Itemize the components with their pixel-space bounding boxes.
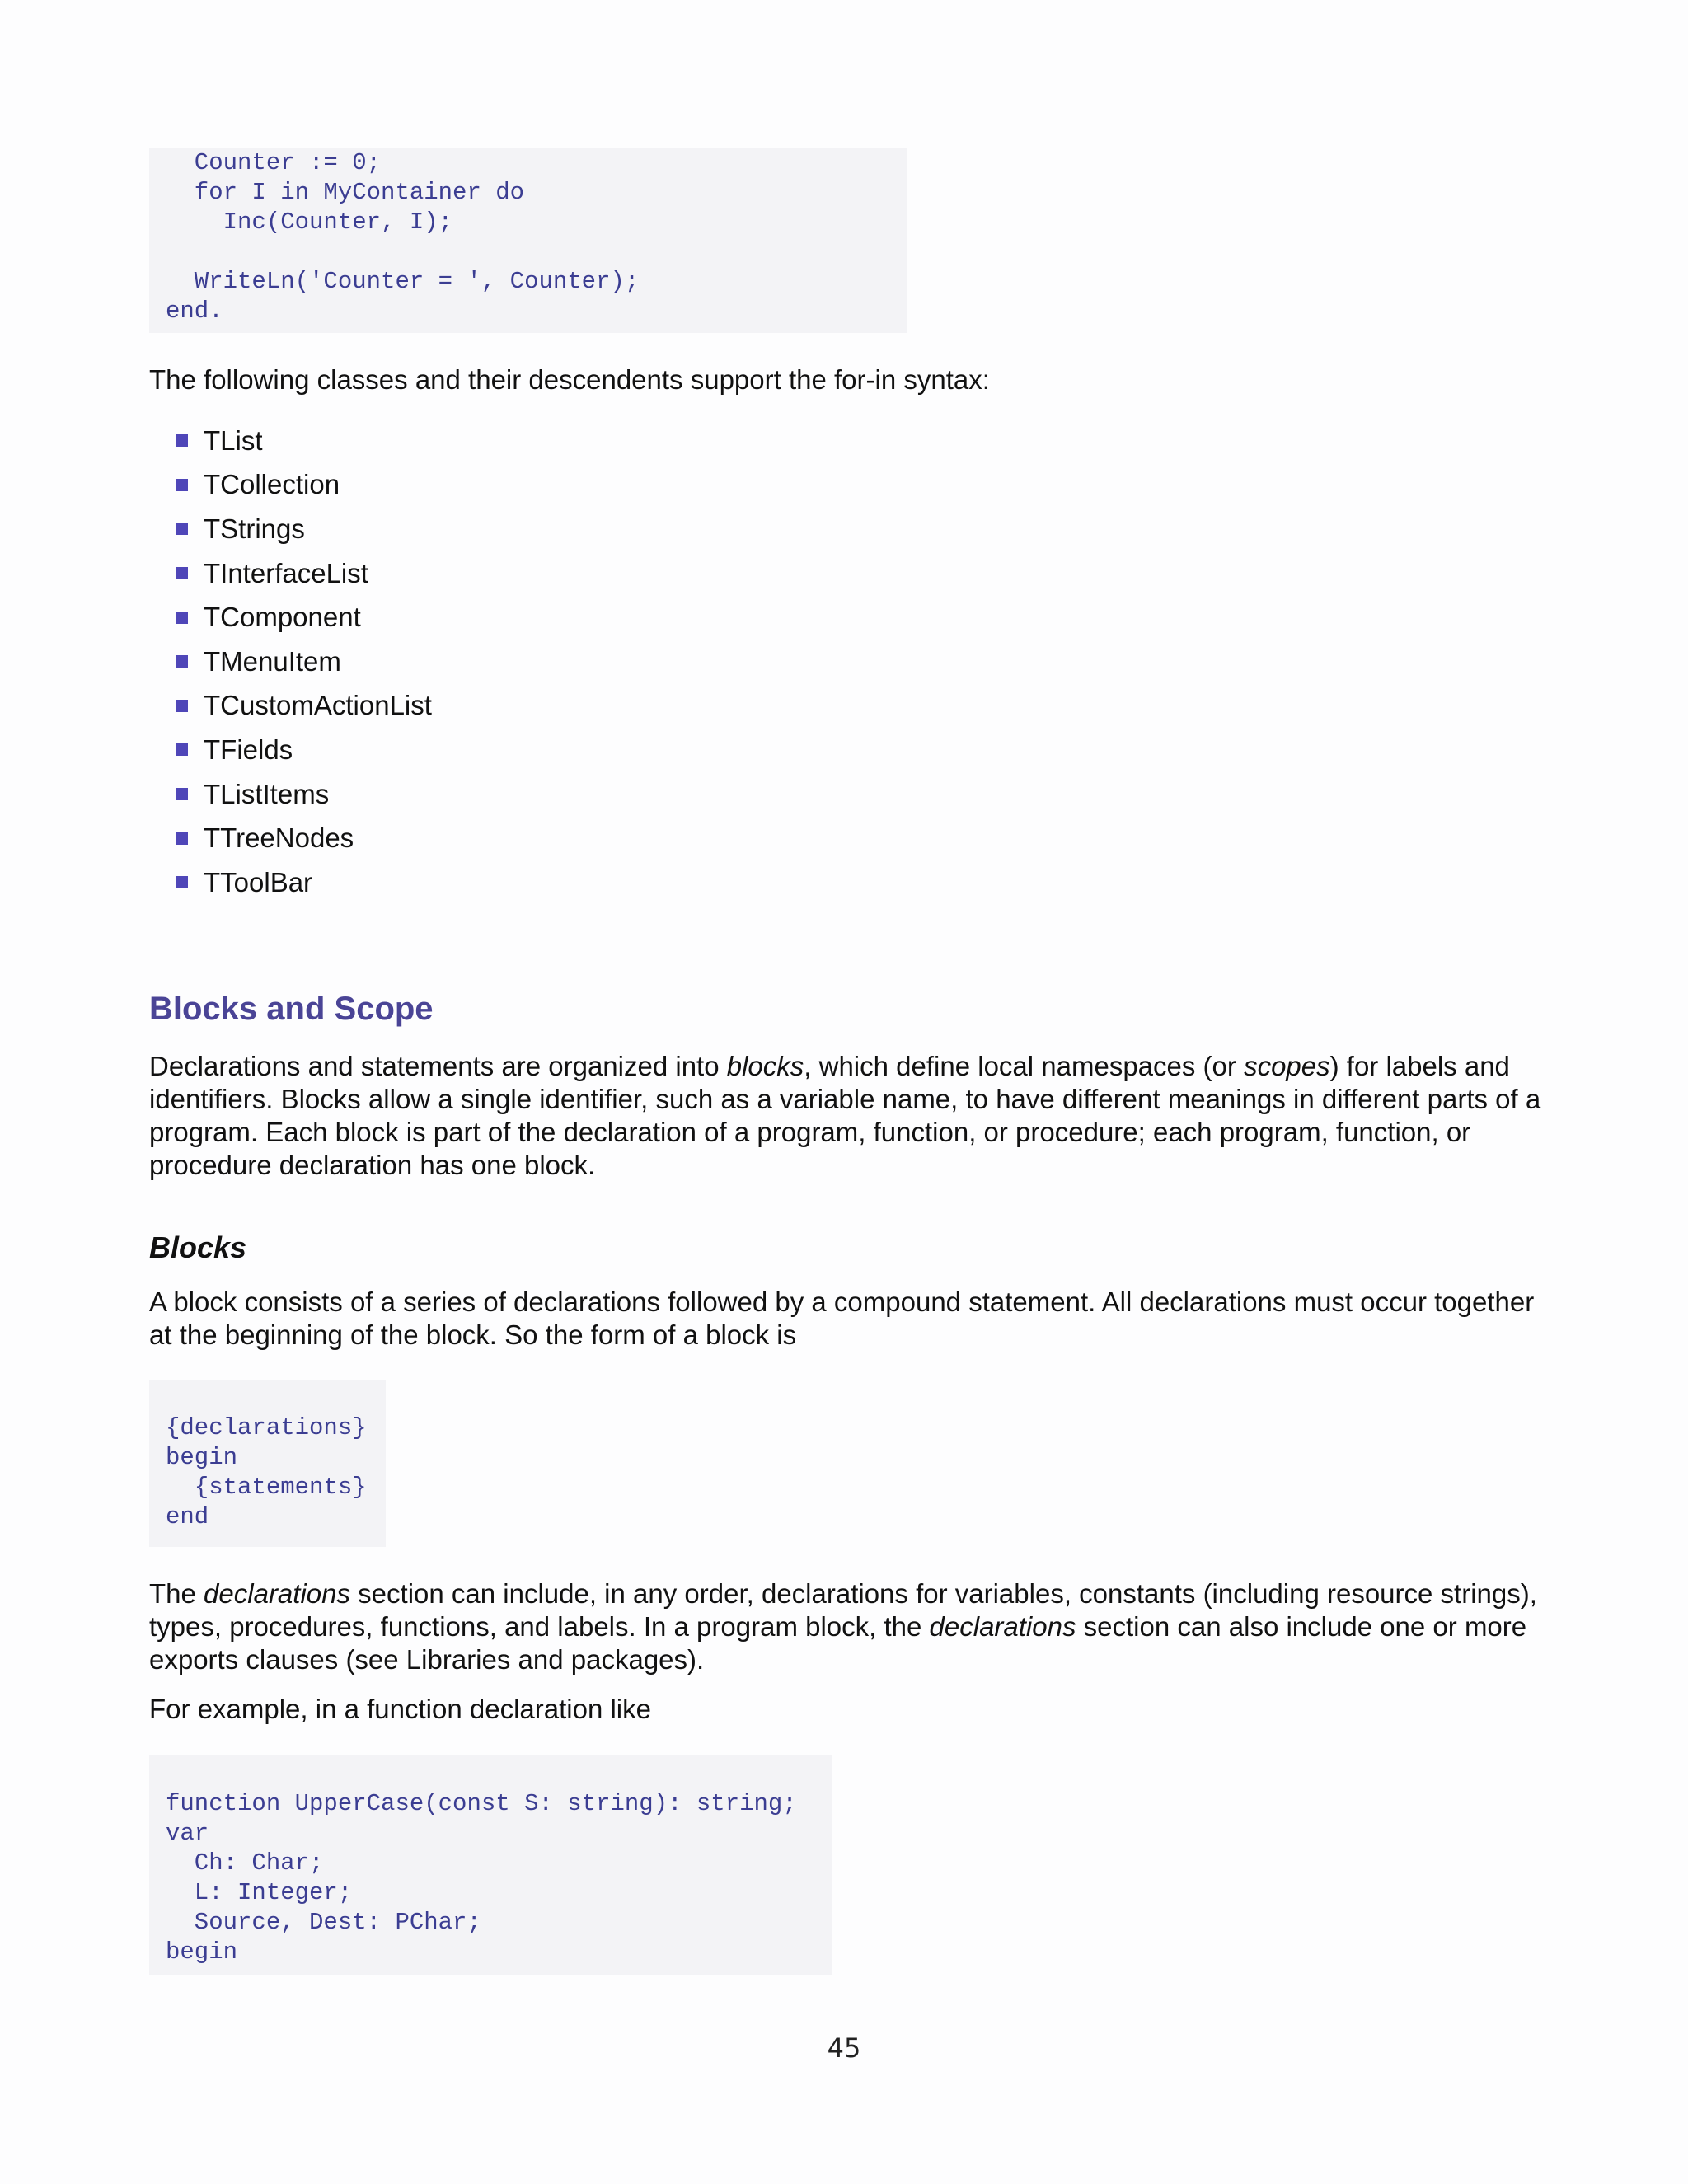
code-line: for I in MyContainer do: [166, 179, 525, 206]
text-run: section can also include one or more exports clauses (see Libraries and packages).: [149, 1611, 1527, 1675]
code-line: Source, Dest: PChar;: [166, 1909, 481, 1936]
list-item: [176, 728, 432, 772]
declarations-paragraph: [149, 1577, 1550, 1676]
list-item: [176, 595, 432, 640]
square-bullet-icon: [176, 876, 188, 888]
list-item-label: TToolBar: [204, 866, 313, 898]
code-line: L: Integer;: [166, 1879, 353, 1906]
code-line: begin: [166, 1938, 238, 1966]
square-bullet-icon: [176, 743, 188, 756]
code-line: Counter := 0;: [166, 149, 382, 176]
code-block-for-in: [149, 148, 907, 333]
list-item-label: TListItems: [204, 778, 330, 809]
list-item-label: TList: [204, 424, 263, 456]
code-line: Inc(Counter, I);: [166, 209, 453, 236]
code-line: var: [166, 1820, 209, 1847]
blocks-paragraph: A block consists of a series of declarations followed by a compound statement. All declarations must occur together at the beginning of the block. So the form of a block is: [149, 1286, 1535, 1350]
text-run-italic: scopes: [1244, 1051, 1330, 1081]
text-run: The: [149, 1578, 204, 1609]
intro-paragraph: The following classes and their descendents support the for-in syntax:: [149, 364, 990, 395]
text-run-italic: declarations: [204, 1578, 350, 1609]
section-heading: Blocks and Scope: [149, 991, 434, 1027]
list-item: [176, 463, 432, 508]
list-item-label: TCustomActionList: [204, 690, 432, 721]
square-bullet-icon: [176, 523, 188, 535]
list-item-label: TComponent: [204, 602, 361, 633]
code-line: Ch: Char;: [166, 1849, 324, 1877]
list-item-label: TInterfaceList: [204, 557, 368, 588]
subsection-heading: Blocks: [149, 1230, 247, 1264]
text-run: , which define local namespaces (or: [804, 1051, 1245, 1081]
square-bullet-icon: [176, 612, 188, 624]
list-item-label: TFields: [204, 733, 293, 765]
square-bullet-icon: [176, 700, 188, 712]
code-line: {declarations}: [166, 1414, 367, 1441]
text-run: section can include, in any order, declarations for variables, constants (including resource strings), types, procedures, functions, and labels. In a program block, the: [149, 1578, 1537, 1642]
blocks-scope-paragraph: [149, 1050, 1550, 1182]
square-bullet-icon: [176, 788, 188, 800]
code-block-block-form: [149, 1380, 386, 1547]
list-item: [176, 772, 432, 817]
list-item: [176, 640, 432, 684]
text-run: ) for labels and identifiers. Blocks allow a single identifier, such as a variable name, to have different meanings in different parts of a program. Each block is part of the declaration of a program, function, or procedure; each program, function, or procedure declaration has one block.: [149, 1051, 1541, 1180]
square-bullet-icon: [176, 567, 188, 579]
code-line: end: [166, 1503, 209, 1530]
list-item-label: TCollection: [204, 469, 340, 500]
code-line: WriteLn('Counter = ', Counter);: [166, 268, 640, 295]
list-item-label: TMenuItem: [204, 645, 341, 677]
text-run-italic: blocks: [726, 1051, 804, 1081]
list-item-label: TStrings: [204, 513, 305, 544]
class-list: [176, 419, 432, 905]
square-bullet-icon: [176, 434, 188, 447]
list-item: [176, 860, 432, 905]
code-line: end.: [166, 298, 223, 325]
square-bullet-icon: [176, 832, 188, 845]
text-run: Declarations and statements are organized into: [149, 1051, 727, 1081]
code-line: function UpperCase(const S: string): string;: [166, 1790, 797, 1817]
square-bullet-icon: [176, 655, 188, 668]
list-item: [176, 816, 432, 860]
list-item: [176, 684, 432, 729]
code-block-function-example: [149, 1755, 832, 1975]
code-line: {statements}: [166, 1474, 367, 1501]
text-run-italic: declarations: [929, 1611, 1076, 1642]
code-line: begin: [166, 1444, 238, 1471]
list-item-label: TTreeNodes: [204, 823, 354, 854]
code-line: [166, 237, 907, 267]
list-item: [176, 507, 432, 551]
list-item: [176, 419, 432, 463]
example-paragraph: For example, in a function declaration like: [149, 1694, 651, 1724]
list-item: [176, 551, 432, 596]
page-number: 45: [827, 2032, 861, 2064]
square-bullet-icon: [176, 479, 188, 491]
